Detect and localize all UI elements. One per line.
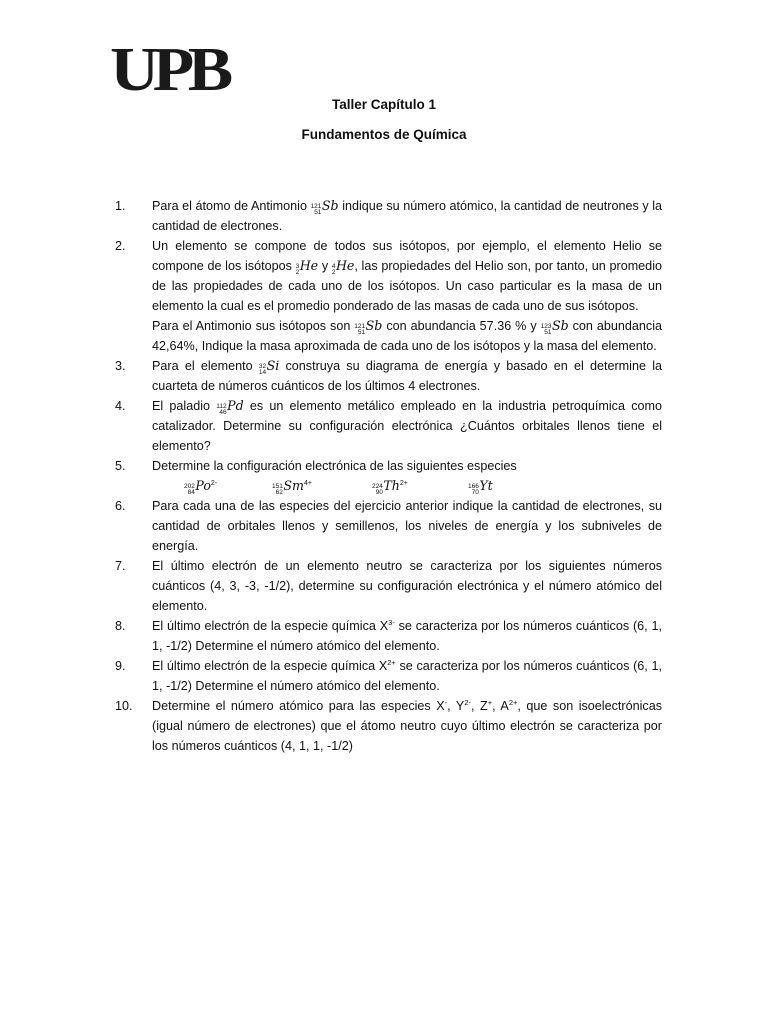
- question-text: El paladio: [152, 399, 211, 413]
- element-symbol: Sb: [551, 318, 569, 333]
- question-list: [115, 196, 663, 756]
- question-number: 2.: [115, 239, 126, 253]
- question-text: Determine la configuración electrónica de las siguientes especies: [152, 459, 517, 473]
- question-9: [115, 656, 662, 696]
- charge-superscript: +: [487, 698, 493, 707]
- question-3: [115, 356, 663, 396]
- question-5: [115, 456, 662, 496]
- question-text: El último electrón de un elemento neutro se caracteriza por los siguientes números cuánticos (4, 3, -3, -1/2), determine su configuración electrónica y el número atómico del elemento.: [152, 559, 662, 613]
- charge-superscript: 2-: [464, 698, 471, 707]
- question-text: construya su diagrama de energía y basado en el determine la cuarteta de números cuánticos de los últimos 4 electrones.: [152, 359, 663, 393]
- species-yt: 166 70 Yt: [468, 478, 493, 496]
- element-symbol: Si: [266, 358, 280, 373]
- question-1: [115, 196, 663, 236]
- question-text: y: [321, 259, 329, 273]
- question-text: se caracteriza por los números cuánticos (6, 1, 1, -1/2) Determine el número atómico del elemento.: [152, 619, 662, 653]
- question-4: [115, 396, 662, 456]
- logo-text: UPB: [110, 36, 227, 104]
- question-8: [115, 616, 662, 656]
- question-text: Para el átomo de Antimonio: [152, 199, 307, 213]
- element-symbol: Sb: [321, 198, 339, 213]
- question-paragraph: [152, 316, 662, 356]
- question-10: [115, 696, 663, 756]
- question-text: , las propiedades del Helio son, por tanto, un promedio de las propiedades de cada uno de los isótopos. Un caso particular es la masa de un elemento la cual es el promedio ponderado de las masas de cada uno de sus isótopos.: [152, 259, 662, 313]
- question-text: Un elemento se compone de todos sus isótopos, por ejemplo, el elemento Helio se compone de los isótopos: [152, 239, 662, 273]
- charge-superscript: -: [444, 698, 448, 707]
- question-text: indique su número atómico, la cantidad de neutrones y la cantidad de electrones.: [152, 199, 663, 233]
- species-sm: 151 62 $Sm^{4+}$: [272, 478, 312, 496]
- isotope-notation: 112 46: [216, 403, 227, 416]
- question-text: Determine el número atómico para las especies X: [152, 699, 445, 713]
- question-number: 1.: [115, 199, 126, 213]
- species-po: 202 84 $Po^{2-}$: [184, 478, 218, 496]
- question-2: [115, 236, 663, 356]
- isotope-notation: 32 14: [258, 363, 267, 376]
- element-symbol: Sb: [365, 318, 383, 333]
- isotope-notation: 3 2: [295, 263, 300, 276]
- isotope-notation: 123 51: [540, 323, 552, 336]
- question-text: Para cada una de las especies del ejercicio anterior indique la cantidad de electrones, su cantidad de orbitales llenos y semillenos, los niveles de energía y los subniveles de energía.: [152, 499, 662, 553]
- question-number: 6.: [115, 499, 126, 513]
- question-number: 9.: [115, 659, 126, 673]
- question-text: , A: [492, 699, 509, 713]
- question-7: [115, 556, 662, 616]
- element-symbol: He: [299, 258, 319, 273]
- question-number: 4.: [115, 399, 126, 413]
- question-number: 3.: [115, 359, 126, 373]
- charge-superscript: 3-: [388, 618, 395, 627]
- isotope-notation: 121 51: [310, 203, 322, 216]
- question-text: Para el Antimonio sus isótopos son: [152, 319, 351, 333]
- question-number: 5.: [115, 459, 126, 473]
- question-6: [115, 496, 662, 556]
- question-text: con abundancia 57.36 % y: [386, 319, 537, 333]
- upb-logo: [110, 36, 248, 104]
- isotope-notation: 4 2: [331, 263, 336, 276]
- question-number: 7.: [115, 559, 126, 573]
- question-number: 8.: [115, 619, 126, 633]
- document-title: Taller Capítulo 1: [331, 97, 437, 112]
- element-symbol: Pd: [227, 398, 244, 413]
- question-text: es un elemento metálico empleado en la industria petroquímica como catalizador. Determine su configuración electrónica ¿Cuántos orbitales llenos tiene el elemento?: [152, 399, 662, 453]
- question-text: con abundancia 42,64%, Indique la masa aproximada de cada uno de los isótopos y la masa del elemento.: [152, 319, 663, 353]
- question-text: Para el elemento: [152, 359, 253, 373]
- element-symbol: He: [335, 258, 355, 273]
- question-text: El último electrón de la especie química X: [152, 659, 388, 673]
- question-text: se caracteriza por los números cuánticos (6, 1, 1, -1/2) Determine el número atómico del elemento.: [152, 659, 662, 693]
- isotope-notation: 121 51: [354, 323, 366, 336]
- species-th: 224 90 $Th^{2+}$: [372, 478, 408, 496]
- question-text: , Y: [447, 699, 465, 713]
- question-text: , que son isoelectrónicas (igual número de electrones) que el átomo neutro cuyo último electrón se caracteriza por los números cuánticos (4, 1, 1, -1/2): [152, 699, 663, 753]
- document-subtitle: Fundamentos de Química: [301, 127, 467, 142]
- question-text: El último electrón de la especie química X: [152, 619, 389, 633]
- question-number: 10.: [115, 699, 133, 713]
- question-text: , Z: [471, 699, 488, 713]
- species-row: [152, 476, 662, 496]
- charge-superscript: 2+: [508, 698, 518, 707]
- charge-superscript: 2+: [387, 658, 396, 667]
